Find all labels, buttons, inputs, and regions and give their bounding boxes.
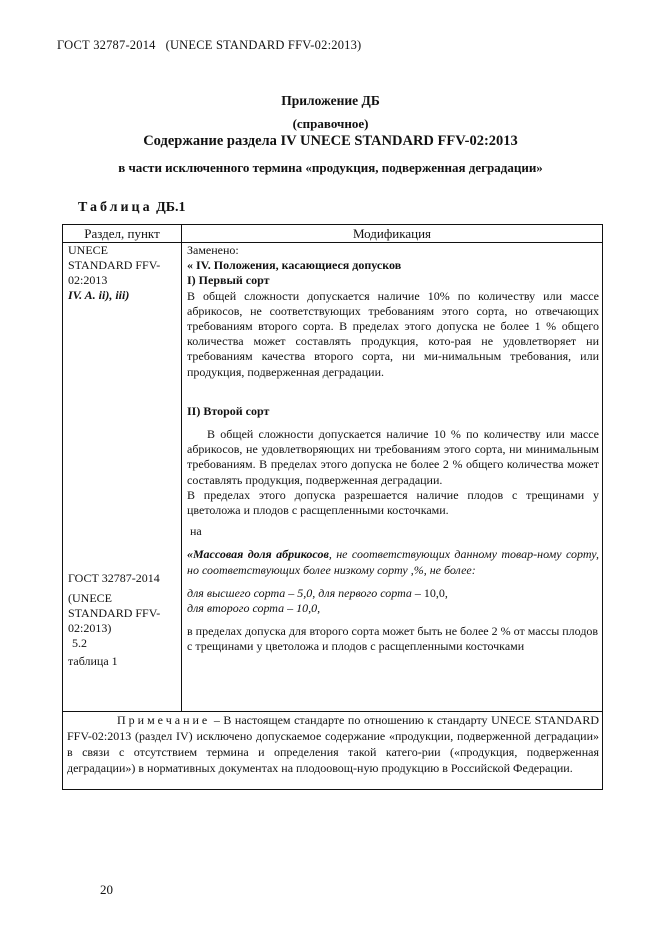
- ref1-point: IV. A. ii), iii): [68, 288, 130, 302]
- cell-modification: [187, 243, 599, 655]
- second-grade-text-2: В пределах этого допуска разрешается наличие плодов с трещинами у цветоложа и плодов с расщепленными косточками.: [187, 487, 599, 518]
- cell-section-ref-2: [68, 571, 180, 669]
- grades-line-1: [187, 586, 599, 601]
- ref1-line: STANDARD FFV-: [68, 258, 161, 272]
- note-text: – В настоящем стандарте по отношению к стандарту UNECE STANDARD FFV-02:2013 (раздел IV) исключено допускаемое содержание «продукции, подверженной деградации» в связи с отсутствием термина и определения такой катего-рии («продукция, подверженная деградации») в нормативных документах на плодоовощ-ную продукцию в Российской Федерации.: [67, 713, 600, 775]
- header-unece: (UNECE STANDARD FFV-02:2013): [165, 38, 362, 52]
- section-title: « IV. Положения, касающиеся допусков: [187, 258, 402, 273]
- page-header: [57, 38, 361, 53]
- table-caption: [78, 200, 186, 216]
- modification-table: [62, 224, 603, 790]
- note-label: Примечание: [117, 713, 211, 727]
- ref1-line: UNECE: [68, 243, 108, 257]
- ref2-unece-line: 02:2013): [68, 621, 112, 635]
- column-header-section: Раздел, пункт: [84, 226, 160, 241]
- second-grade-title: II) Второй сорт: [187, 403, 270, 418]
- ref2-point: 5.2: [72, 636, 87, 650]
- grades-line-2: для второго сорта – 10,0,: [187, 601, 321, 616]
- column-divider: [181, 225, 182, 712]
- mass-fraction-title: «Массовая доля абрикосов: [187, 547, 329, 562]
- column-header-modification: Модификация: [352, 226, 432, 241]
- ref2-standard: ГОСТ 32787-2014: [68, 571, 160, 585]
- first-grade-text: В общей сложности допускается наличие 10% по количеству или массе абрикосов, не соответствующих требованиям этого сорта, но отвечающих требованиям второго сорта. В пределах этого допуска не более 1 % общего количества может составлять продукция, кото-рая не удовлетворяет ни требованиям качества второго сорта, ни ми-нимальным требования, или продукция, подверженная деградации.: [187, 288, 599, 379]
- replacement-on: на: [190, 524, 202, 539]
- ref2-unece-line: (UNECE: [68, 591, 112, 605]
- ref2-unece-line: STANDARD FFV-: [68, 606, 161, 620]
- second-grade-text: В общей сложности допускается наличие 10 % по количеству или массе абрикосов, не удовлетворяющих ни требованиям этого сорта, ни минимальным требованиям. В пределах этого допуска не более 2 % общего количества может составлять продукция, подверженная деградации.: [187, 427, 599, 487]
- table-note: [67, 712, 599, 776]
- mass-fraction-body: , не соответствующих данному товар-ному сорту, но соответствующих более низкому сорту ,%, не более:: [187, 547, 599, 577]
- appendix-subtitle-2: в части исключенного термина «продукция, подверженная деградации»: [118, 160, 543, 175]
- ref1-line: 02:2013: [68, 273, 108, 287]
- grades-line-1-italic: для высшего сорта – 5,0, для первого сорта: [187, 585, 412, 600]
- header-standard: ГОСТ 32787-2014: [57, 38, 156, 52]
- table-caption-word: Таблица: [78, 200, 153, 215]
- appendix-title: Приложение ДБ: [281, 93, 380, 108]
- grades-line-1-tail: – 10,0,: [411, 585, 448, 600]
- page-number: 20: [100, 882, 113, 897]
- table-caption-id: ДБ.1: [156, 200, 186, 215]
- ref2-table: таблица 1: [68, 654, 118, 668]
- appendix-type: (справочное): [292, 116, 369, 131]
- cell-section-ref-1: [68, 243, 178, 303]
- replaced-label: Заменено:: [187, 243, 239, 257]
- first-grade-title: I) Первый сорт: [187, 273, 270, 288]
- appendix-subtitle: Содержание раздела IV UNECE STANDARD FFV-02:2013: [143, 133, 518, 149]
- final-text: в пределах допуска для второго сорта может быть не более 2 % от массы плодов с трещинами у цветоложа и плодов с расщепленными косточками: [187, 624, 599, 654]
- mass-fraction-text: [187, 547, 599, 577]
